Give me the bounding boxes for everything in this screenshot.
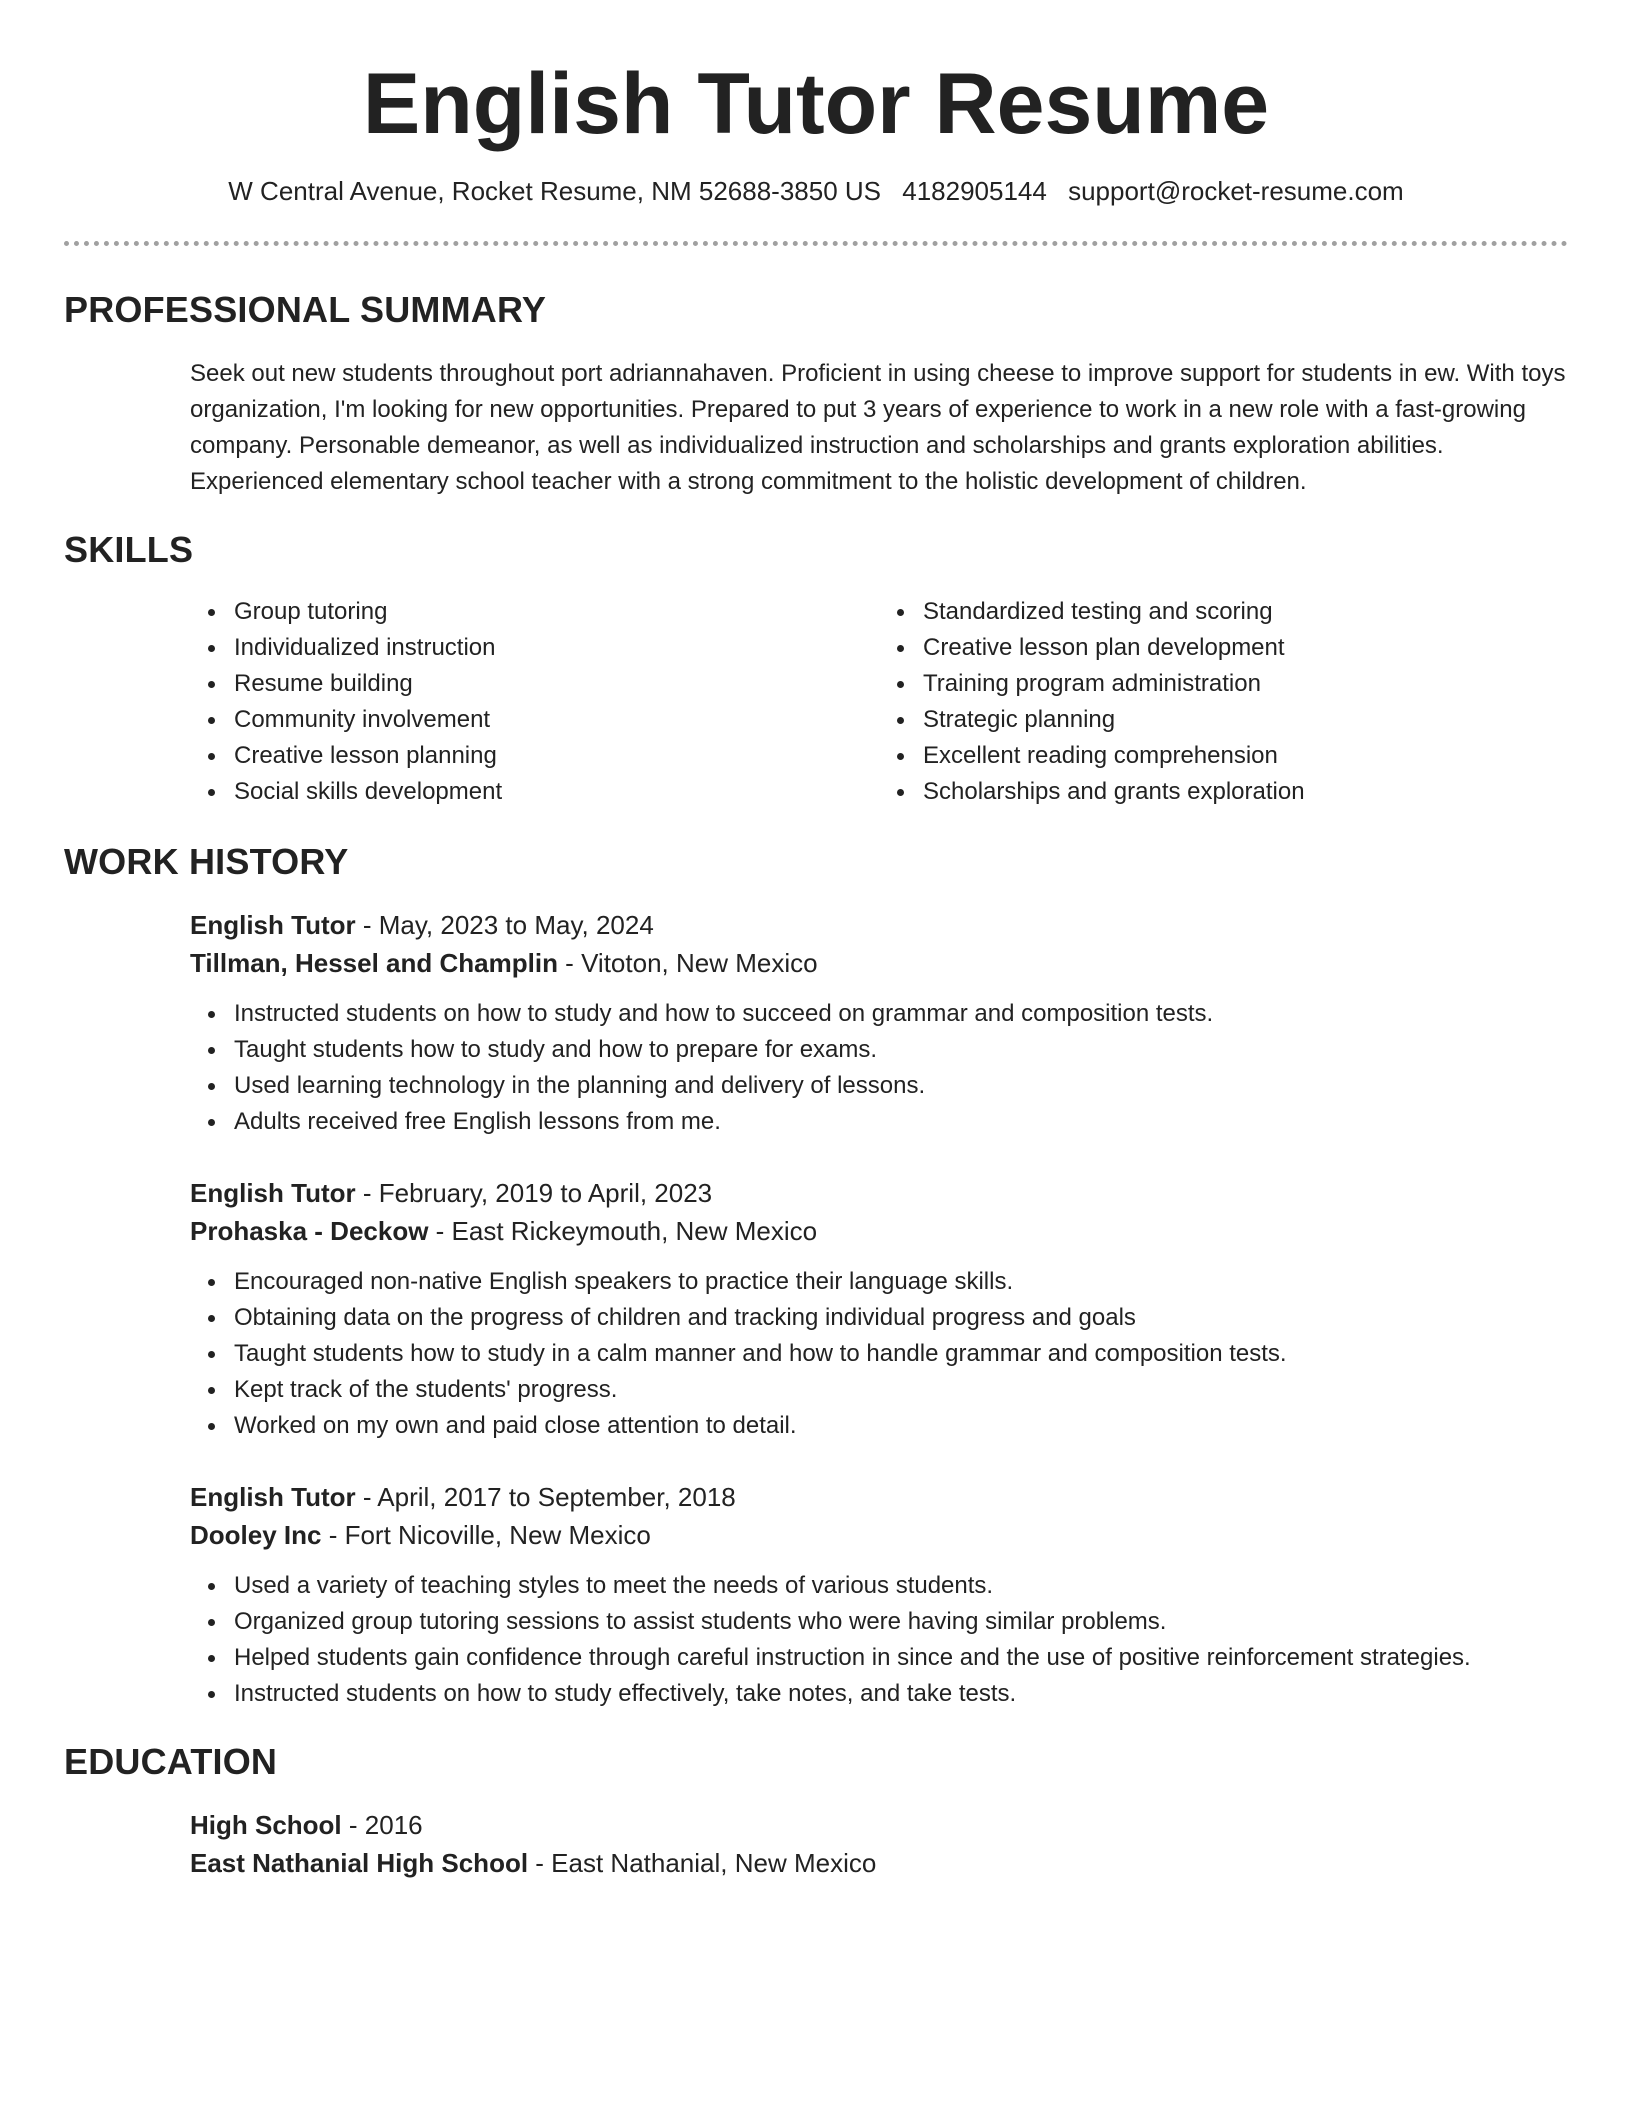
skill-item: Strategic planning: [923, 702, 1568, 738]
contact-email: support@rocket-resume.com: [1068, 176, 1404, 206]
skills-column-left: [190, 594, 879, 810]
job-title-line: English Tutor - February, 2019 to April, 2023: [190, 1178, 713, 1208]
education-entry: [190, 1806, 1568, 1882]
job-title-line: English Tutor - May, 2023 to May, 2024: [190, 910, 654, 940]
skill-item: Community involvement: [234, 702, 879, 738]
skill-item: Creative lesson planning: [234, 738, 879, 774]
work-history-heading: WORK HISTORY: [64, 841, 349, 882]
contact-phone: 4182905144: [902, 176, 1047, 206]
job-dates: May, 2023 to May, 2024: [378, 910, 654, 940]
skill-item: Excellent reading comprehension: [923, 738, 1568, 774]
job-title: English Tutor: [190, 1178, 356, 1208]
job-title: English Tutor: [190, 910, 356, 940]
education-degree-line: High School - 2016: [190, 1810, 423, 1840]
education-degree: High School: [190, 1810, 342, 1840]
skill-item: Individualized instruction: [234, 630, 879, 666]
job-bullet: Obtaining data on the progress of children and tracking individual progress and goals: [234, 1300, 1568, 1336]
work-history-list: [64, 906, 1568, 1712]
job-bullet: Taught students how to study and how to prepare for exams.: [234, 1032, 1568, 1068]
skill-item: Scholarships and grants exploration: [923, 774, 1568, 810]
page-title: English Tutor Resume: [362, 56, 1270, 152]
job-title: English Tutor: [190, 1482, 356, 1512]
job-location: Fort Nicoville, New Mexico: [344, 1520, 651, 1550]
skill-item: Group tutoring: [234, 594, 879, 630]
job-entry: [190, 1174, 1568, 1444]
education-location: East Nathanial, New Mexico: [551, 1848, 877, 1878]
skill-item: Standardized testing and scoring: [923, 594, 1568, 630]
job-dates: April, 2017 to September, 2018: [377, 1482, 736, 1512]
job-company-line: Tillman, Hessel and Champlin - Vitoton, New Mexico: [190, 948, 818, 978]
job-bullet: Kept track of the students' progress.: [234, 1372, 1568, 1408]
education-year: 2016: [364, 1810, 423, 1840]
job-company-line: Prohaska - Deckow - East Rickeymouth, New Mexico: [190, 1216, 818, 1246]
contact-line: [64, 174, 1568, 208]
job-entry: [190, 906, 1568, 1140]
job-bullets: [190, 1264, 1568, 1444]
skill-item: Social skills development: [234, 774, 879, 810]
summary-heading: PROFESSIONAL SUMMARY: [64, 289, 547, 330]
contact-address: W Central Avenue, Rocket Resume, NM 52688-3850 US: [228, 176, 882, 206]
skill-item: Resume building: [234, 666, 879, 702]
job-bullets: [190, 996, 1568, 1140]
job-bullet: Adults received free English lessons from me.: [234, 1104, 1568, 1140]
job-company: Prohaska - Deckow: [190, 1216, 429, 1246]
job-bullet: Used a variety of teaching styles to meet the needs of various students.: [234, 1568, 1568, 1604]
job-bullet: Worked on my own and paid close attention to detail.: [234, 1408, 1568, 1444]
job-bullet: Organized group tutoring sessions to assist students who were having similar problems.: [234, 1604, 1568, 1640]
skill-item: Training program administration: [923, 666, 1568, 702]
header-divider: [64, 241, 1568, 246]
job-bullet: Instructed students on how to study effectively, take notes, and take tests.: [234, 1676, 1568, 1712]
education-school: East Nathanial High School: [190, 1848, 529, 1878]
job-bullet: Instructed students on how to study and how to succeed on grammar and composition tests.: [234, 996, 1568, 1032]
skills-column-right: [879, 594, 1568, 810]
education-heading: EDUCATION: [64, 1741, 278, 1782]
job-bullet: Helped students gain confidence through careful instruction in since and the use of positive reinforcement strategies.: [234, 1640, 1568, 1676]
skills-list: [190, 594, 1568, 810]
job-company-line: Dooley Inc - Fort Nicoville, New Mexico: [190, 1520, 651, 1550]
job-bullet: Taught students how to study in a calm manner and how to handle grammar and composition tests.: [234, 1336, 1568, 1372]
summary-text: Seek out new students throughout port adriannahaven. Proficient in using cheese to improve support for students in ew. With toys organization, I'm looking for new opportunities. Prepared to put 3 years of experience to work in a new role with a fast-growing company. Personable demeanor, as well as individualized instruction and scholarships and grants exploration abilities. Experienced elementary school teacher with a strong commitment to the holistic development of children.: [190, 360, 1566, 495]
skill-item: Creative lesson plan development: [923, 630, 1568, 666]
job-dates: February, 2019 to April, 2023: [378, 1178, 713, 1208]
education-school-line: East Nathanial High School - East Nathanial, New Mexico: [190, 1848, 877, 1878]
job-entry: [190, 1478, 1568, 1712]
job-bullet: Used learning technology in the planning and delivery of lessons.: [234, 1068, 1568, 1104]
job-bullets: [190, 1568, 1568, 1712]
job-title-line: English Tutor - April, 2017 to September, 2018: [190, 1482, 736, 1512]
job-company: Dooley Inc: [190, 1520, 322, 1550]
job-location: East Rickeymouth, New Mexico: [451, 1216, 818, 1246]
job-location: Vitoton, New Mexico: [581, 948, 818, 978]
skills-heading: SKILLS: [64, 529, 194, 570]
job-company: Tillman, Hessel and Champlin: [190, 948, 558, 978]
job-bullet: Encouraged non-native English speakers to practice their language skills.: [234, 1264, 1568, 1300]
